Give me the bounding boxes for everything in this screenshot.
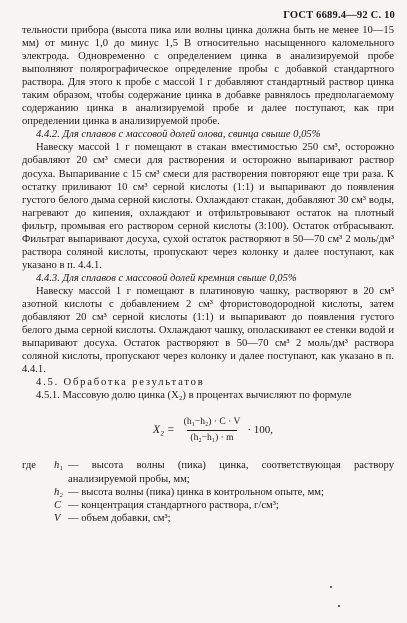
definition-text: — концентрация стандартного раствора, г/см³; bbox=[68, 499, 279, 511]
section-heading-4-5: 4.5. Обработка результатов bbox=[36, 377, 205, 389]
paragraph-continuation: тельности прибора (высота пика или волны цинка должна быть не менее 10—15 мм) от минус 1,0 до минус 1,5 В относительно насыщенного каломельного электрода. Одновременно с определением цинка в анализируемой пробе выполняют полярографическое определение пробы с добавкой стандартного раствора. Для этого к пробе с массой 1 г добавляют стандартный раствор цинка таким образом, чтобы содержание цинка в добавке равнялось предполагаемому содержанию цинка в анализируемой пробе и далее поступают, как при определении цинка в анализируемой пробе. bbox=[22, 25, 394, 128]
definitions-lead: где bbox=[22, 460, 36, 472]
document-body bbox=[22, 24, 394, 525]
formula-fraction bbox=[181, 416, 244, 445]
scan-speck bbox=[330, 586, 332, 588]
definition-text: — высота волны (пика) цинка, соответствующая раствору анализируемой пробы, мм; bbox=[68, 460, 394, 485]
paragraph-formula-intro: 4.5.1. Массовую долю цинка (X₂) в процентах вычисляют по формуле bbox=[36, 390, 352, 402]
subsection-heading-4-4-2: 4.4.2. Для сплавов с массовой долей олова, свинца свыше 0,05% bbox=[36, 129, 321, 141]
definition-symbol: h₁ bbox=[54, 460, 63, 472]
definition-row bbox=[22, 486, 394, 499]
definition-text: — объем добавки, см³; bbox=[68, 512, 171, 524]
running-header: ГОСТ 6689.4—92 С. 10 bbox=[283, 10, 395, 21]
definition-row bbox=[22, 512, 394, 525]
paragraph-procedure-silicon: Навеску массой 1 г помещают в платиновую чашку, растворяют в 20 см³ азотной кислоты с добавлением 2 см³ фтористоводородной кислоты, затем добавляют 20 см³ серной кислоты (1:1) и выпаривают до появления густого белого дыма серной кислоты. Охлаждают чашку, ополаскивают ее стенки водой и выпаривают досуха. Остаток растворяют в 50—70 см³ 2 моль/дм³ раствора соляной кислоты, пропускают через колонку и далее поступают, как указано в п. 4.4.1. bbox=[22, 285, 394, 376]
definition-symbol: h₂ bbox=[54, 486, 63, 498]
formula-lhs: X₂ = bbox=[152, 424, 175, 437]
zinc-mass-fraction-formula bbox=[32, 416, 394, 445]
subsection-heading-4-4-3: 4.4.3. Для сплавов с массовой долей кремния свыше 0,05% bbox=[36, 272, 297, 284]
formula-numerator: (h₁−h₂) · C · V bbox=[183, 417, 241, 428]
variable-definitions bbox=[22, 459, 394, 524]
formula-denominator: (h₂−h₁) · m bbox=[187, 430, 236, 445]
scan-speck bbox=[338, 605, 340, 607]
definition-row bbox=[22, 459, 394, 485]
paragraph-procedure-tin-lead: Навеску массой 1 г помещают в стакан вместимостью 250 см³, осторожно добавляют 20 см³ смеси для растворения и осторожно выпаривают раствор досуха. Выпаривание с 15 см³ смеси для растворения повторяют еще три раза. К остатку приливают 10 см³ серной кислоты (1:1) и выпаривают до появления густого белого дыма серной кислоты. Охлаждают стакан, добавляют 30 см³ воды, нагревают до кипения, охлаждают и отфильтровывают остаток на плотный фильтр, промывая его раствором серной кислоты (3:100). Остаток отбрасывают. Фильтрат выпаривают досуха, сухой остаток растворяют в 50—70 см³ 2 моль/дм³ раствора соляной кислоты, пропускают через колонку и далее поступают, как указано в п. 4.4.1. bbox=[22, 142, 394, 271]
definition-symbol: V bbox=[54, 512, 61, 524]
definition-row bbox=[22, 499, 394, 512]
formula-rhs: · 100, bbox=[247, 424, 273, 437]
definition-text: — высота волны (пика) цинка в контрольном опыте, мм; bbox=[68, 486, 324, 498]
definition-symbol: C bbox=[54, 499, 62, 511]
